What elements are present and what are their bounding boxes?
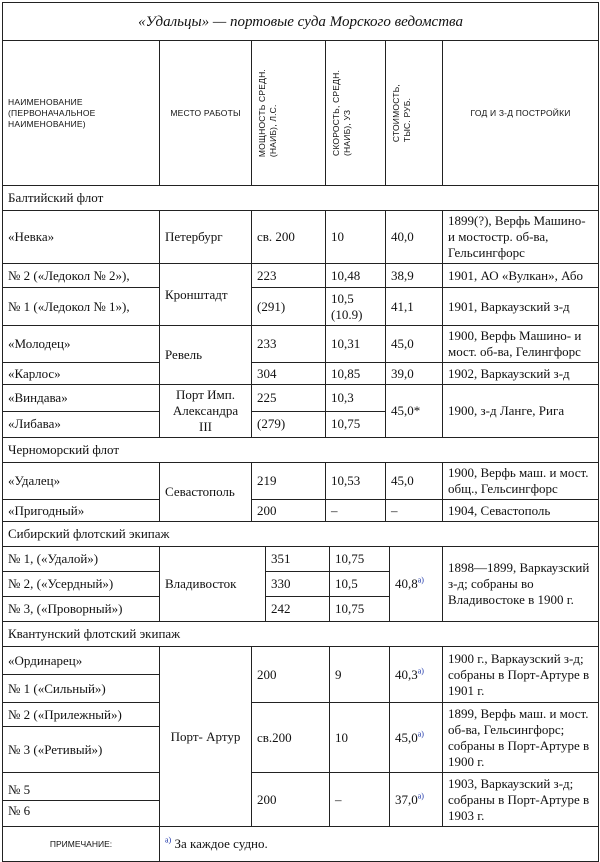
place-sevastopol: Севастополь (160, 463, 252, 522)
row-vindava-power: 225 (252, 385, 326, 412)
row-udalets-cost: 45,0 (386, 463, 443, 500)
section-black-sea: Черноморский флот (3, 438, 599, 463)
header-name: НАИМЕНОВАНИЕ (ПЕРВОНАЧАЛЬНОЕ НАИМЕНОВАНИЕ) (3, 41, 160, 186)
row-no1-cost: 41,1 (386, 288, 443, 326)
row-prigodny-speed: – (326, 500, 386, 522)
table-title: «Удальцы» — портовые суда Морского ведомства (3, 3, 599, 41)
row-prigodny-power: 200 (252, 500, 326, 522)
row-nevka-power: св. 200 (252, 211, 326, 264)
row-molodets-power: 233 (252, 326, 326, 363)
vindava-libava-cost: 45,0* (386, 385, 443, 438)
row-no2-power: 223 (252, 264, 326, 288)
sib-year: 1898—1899, Варкаузский з-д; собраны во Владивостоке в 1900 г. (443, 547, 599, 622)
row-karlos-cost: 39,0 (386, 363, 443, 385)
header-place: МЕСТО РАБОТЫ (160, 41, 252, 186)
row-no1-speed: 10,5 (10.9) (326, 288, 386, 326)
row-nevka-place: Петербург (160, 211, 252, 264)
row-no2-name: № 2 («Ледокол № 2»), (3, 264, 160, 288)
g2-power: св.200 (252, 703, 330, 773)
row-nevka-cost: 40,0 (386, 211, 443, 264)
row-sib3-power: 242 (266, 597, 330, 622)
row-sib3-speed: 10,75 (330, 597, 390, 622)
row-sib3-name: № 3, («Проворный») (3, 597, 160, 622)
g3-year: 1903, Варкаузский з-д; собраны в Порт-Артуре в 1903 г. (443, 773, 599, 827)
row-sib2-speed: 10,5 (330, 572, 390, 597)
place-revel: Ревель (160, 326, 252, 385)
row-vindava-name: «Виндава» (3, 385, 160, 412)
row-vindava-speed: 10,3 (326, 385, 386, 412)
row-nevka-speed: 10 (326, 211, 386, 264)
row-no5-name: № 5 (3, 773, 160, 801)
row-sib2-power: 330 (266, 572, 330, 597)
row-prigodny-cost: – (386, 500, 443, 522)
ships-table (2, 2, 599, 862)
row-nevka-year: 1899(?), Верфь Машино- и мостостр. об-ва, Гельсингфорс (443, 211, 599, 264)
row-molodets-year: 1900, Верфь Машино- и мост. об-ва, Гелингфорс (443, 326, 599, 363)
row-udalets-name: «Удалец» (3, 463, 160, 500)
g3-speed: – (330, 773, 390, 827)
g2-speed: 10 (330, 703, 390, 773)
row-karlos-power: 304 (252, 363, 326, 385)
row-karlos-year: 1902, Варкаузский з-д (443, 363, 599, 385)
g1-power: 200 (252, 647, 330, 703)
note-text: За каждое судно. (174, 836, 268, 851)
row-libava-speed: 10,75 (326, 411, 386, 438)
g1-cost: $40,3^{а)}$ (390, 647, 443, 703)
row-no2-speed: 10,48 (326, 264, 386, 288)
row-no2-year: 1901, АО «Вулкан», Або (443, 264, 599, 288)
document-page (2, 2, 598, 856)
g2-year: 1899, Верфь маш. и мост. об-ва, Гельсингфорс; собраны в Порт-Артуре в 1900 г. (443, 703, 599, 773)
row-no1-name: № 1 («Ледокол № 1»), (3, 288, 160, 326)
g1-speed: 9 (330, 647, 390, 703)
place-port-artur: Порт- Артур (160, 647, 252, 827)
row-karlos-name: «Карлос» (3, 363, 160, 385)
row-no6-name: № 6 (3, 801, 160, 827)
footnote-mark: а) (417, 729, 424, 739)
section-siberian: Сибирский флотский экипаж (3, 522, 599, 547)
row-no2-prilezhny-name: № 2 («Прилежный») (3, 703, 160, 727)
row-prigodny-name: «Пригодный» (3, 500, 160, 522)
row-karlos-speed: 10,85 (326, 363, 386, 385)
row-molodets-name: «Молодец» (3, 326, 160, 363)
place-kronshtadt: Кронштадт (160, 264, 252, 326)
g3-power: 200 (252, 773, 330, 827)
footnote-mark: а) (417, 791, 424, 801)
section-baltic: Балтийский флот (3, 186, 599, 211)
row-sib1-name: № 1, («Удалой») (3, 547, 160, 572)
place-port-imp: Порт Имп. Александра III (160, 385, 252, 438)
header-cost: СТОИМОСТЬ, ТЫС. РУБ. (386, 41, 443, 186)
place-vladivostok: Владивосток (160, 547, 266, 622)
section-kwantung: Квантунский флотский экипаж (3, 622, 599, 647)
g3-cost: $37,0^{а)}$ (390, 773, 443, 827)
g1-year: 1900 г., Варкаузский з-д; собраны в Порт-Артуре в 1901 г. (443, 647, 599, 703)
row-molodets-cost: 45,0 (386, 326, 443, 363)
row-udalets-year: 1900, Верфь маш. и мост. общ., Гельсингфорс (443, 463, 599, 500)
row-no2-cost: 38,9 (386, 264, 443, 288)
g2-cost: $45,0^{а)}$ (390, 703, 443, 773)
row-no1-power: (291) (252, 288, 326, 326)
row-ordinarets-name: «Ординарец» (3, 647, 160, 675)
note-label: ПРИМЕЧАНИЕ: (3, 827, 160, 862)
header-year: ГОД И З-Д ПОСТРОЙКИ (443, 41, 599, 186)
sib-cost: $40,8^{а)}$ (390, 547, 443, 622)
row-sib2-name: № 2, («Усердный») (3, 572, 160, 597)
row-prigodny-year: 1904, Севастополь (443, 500, 599, 522)
row-libava-name: «Либава» (3, 411, 160, 438)
row-udalets-power: 219 (252, 463, 326, 500)
footnote-mark: а) (417, 666, 424, 676)
vindava-libava-year: 1900, з-д Ланге, Рига (443, 385, 599, 438)
row-libava-power: (279) (252, 411, 326, 438)
footnote-mark: а) (417, 575, 424, 585)
header-power: МОЩНОСТЬ СРЕДН. (НАИБ), Л.С. (252, 41, 326, 186)
row-no1-year: 1901, Варкаузский з-д (443, 288, 599, 326)
note-text-cell (160, 827, 599, 862)
row-no1-silny-name: № 1 («Сильный») (3, 675, 160, 703)
row-nevka-name: «Невка» (3, 211, 160, 264)
header-speed: СКОРОСТЬ, СРЕДН. (НАИБ), УЗ (326, 41, 386, 186)
row-no3-retivy-name: № 3 («Ретивый») (3, 727, 160, 773)
row-sib1-power: 351 (266, 547, 330, 572)
footnote-mark: а) (165, 835, 172, 845)
row-sib1-speed: 10,75 (330, 547, 390, 572)
row-molodets-speed: 10,31 (326, 326, 386, 363)
row-udalets-speed: 10,53 (326, 463, 386, 500)
